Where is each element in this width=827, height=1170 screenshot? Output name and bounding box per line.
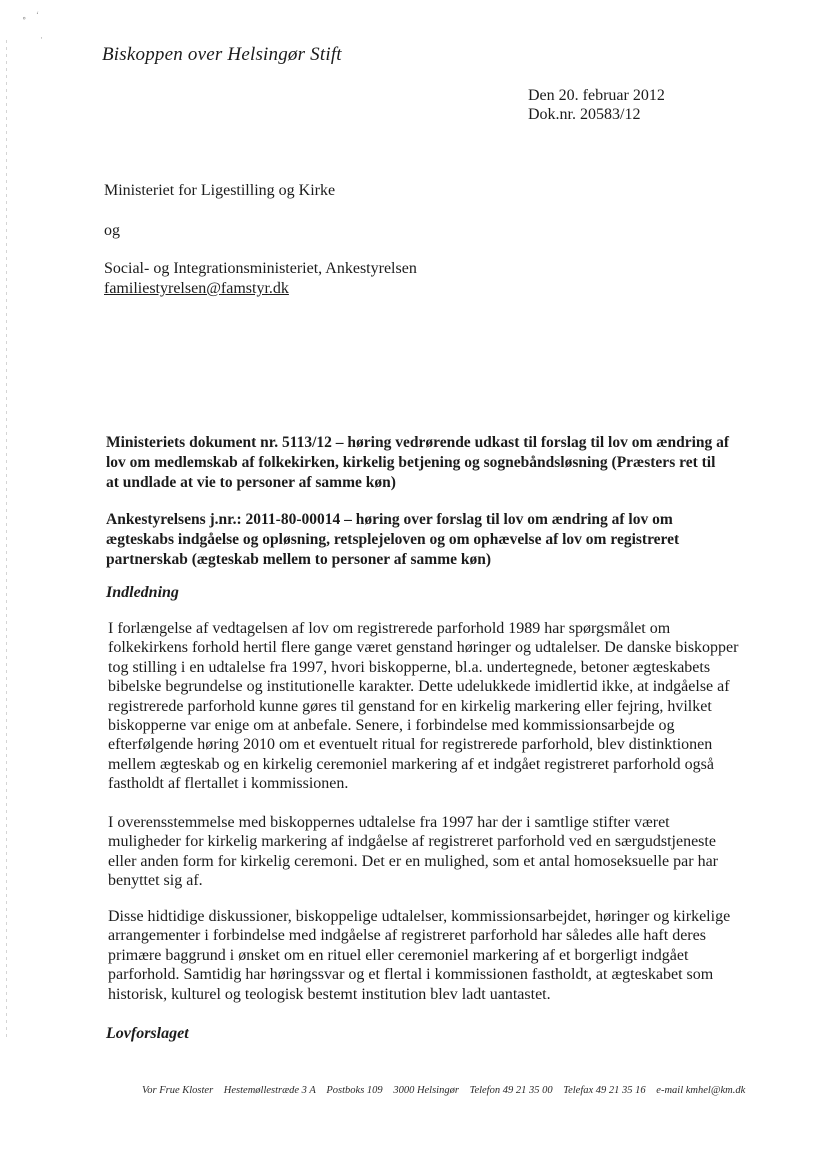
recipient-conjunction: og <box>104 222 120 239</box>
body-paragraph: I overensstemmelse med biskoppernes udtalelse fra 1997 har der i samtlige stifter været muligheder for kirkelig markering af indgåelse af registreret parforhold ved en særgudstjeneste eller anden form for kirkelig ceremoni. Det er en mulighed, som et antal homoseksuelle par har benyttet sig af. <box>108 814 719 890</box>
recipient-email-link[interactable]: familiestyrelsen@famstyr.dk <box>104 280 289 297</box>
subject-heading-ankestyrelsen: Ankestyrelsens j.nr.: 2011-80-00014 – høring over forslag til lov om ændring af lov om ægteskabs indgåelse og opløsning, retsplejeloven og om ophævelse af lov om registreret partnerskab (ægteskab mellem to personer af samme køn) <box>106 511 680 568</box>
body-paragraph: Disse hidtidige diskussioner, biskoppelige udtalelser, kommissionsarbejdet, høringer og kirkelige arrangementer i forbindelse med indgåelse af registreret parforhold har således alle haft deres primære baggrund i ønsket om en rituel eller ceremoniel markering af et borgerligt indgået parforhold. Samtidig har høringssvar og et flertal i kommissionen fastholdt, at ægteskabet som historisk, kulturel og teologisk bestemt institution blev ladt uantastet. <box>108 908 731 1003</box>
scan-edge-mark <box>6 40 7 1040</box>
recipient-ministry: Ministeriet for Ligestilling og Kirke <box>104 182 336 199</box>
section-heading-intro: Indledning <box>106 584 179 601</box>
section-heading-lovforslaget: Lovforslaget <box>106 1025 189 1042</box>
scan-speck: ∘ <box>22 13 27 23</box>
scan-speck: · <box>40 33 43 43</box>
document-date: Den 20. februar 2012 <box>528 87 665 104</box>
footer-postbox: Postboks 109 <box>326 1085 383 1096</box>
footer-address-name: Vor Frue Kloster <box>142 1085 214 1096</box>
subject-heading-ministry: Ministeriets dokument nr. 5113/12 – høring vedrørende udkast til forslag til lov om ændring af lov om medlemskab af folkekirken, kirkelig betjening og sognebåndsløsning (Præsters ret til at undlade at vie to personer af samme køn) <box>106 434 730 491</box>
footer-phone: Telefon 49 21 35 00 <box>469 1085 553 1096</box>
footer-email: e-mail kmhel@km.dk <box>656 1085 746 1096</box>
footer-address-street: Hestemøllestræde 3 A <box>223 1085 316 1096</box>
document-meta <box>528 86 665 124</box>
document-number: Dok.nr. 20583/12 <box>528 106 641 123</box>
footer-fax: Telefax 49 21 35 16 <box>563 1085 646 1096</box>
letterhead-footer <box>142 1085 745 1096</box>
body-paragraph: I forlængelse af vedtagelsen af lov om registrerede parforhold 1989 har spørgsmålet om folkekirkens forhold hertil flere gange været genstand høringer og udtalelser. De danske biskopper tog stilling i en udtalelse fra 1997, hvori biskopperne, bl.a. undertegnede, betoner ægteskabets bibelske begrundelse og institutionelle karakter. Dette udelukkede imidlertid ikke, at indgåelse af registrerede parforhold kunne gøres til genstand for en kirkelig markering eller fejring, hvilket biskopperne var enige om at anbefale. Senere, i forbindelse med kommissionsarbejde og efterfølgende høring 2010 om et eventuelt ritual for registrerede parforhold, blev distinktionen mellem ægteskab og en kirkelig ceremoniel markering af et indgået registreret parforhold også fastholdt af flertallet i kommissionen. <box>108 620 739 793</box>
letterhead-title: Biskoppen over Helsingør Stift <box>102 44 342 65</box>
scan-speck: ‘ <box>36 10 39 20</box>
footer-city: 3000 Helsingør <box>393 1085 459 1096</box>
recipient-agency: Social- og Integrationsministeriet, Ankestyrelsen <box>104 260 417 277</box>
